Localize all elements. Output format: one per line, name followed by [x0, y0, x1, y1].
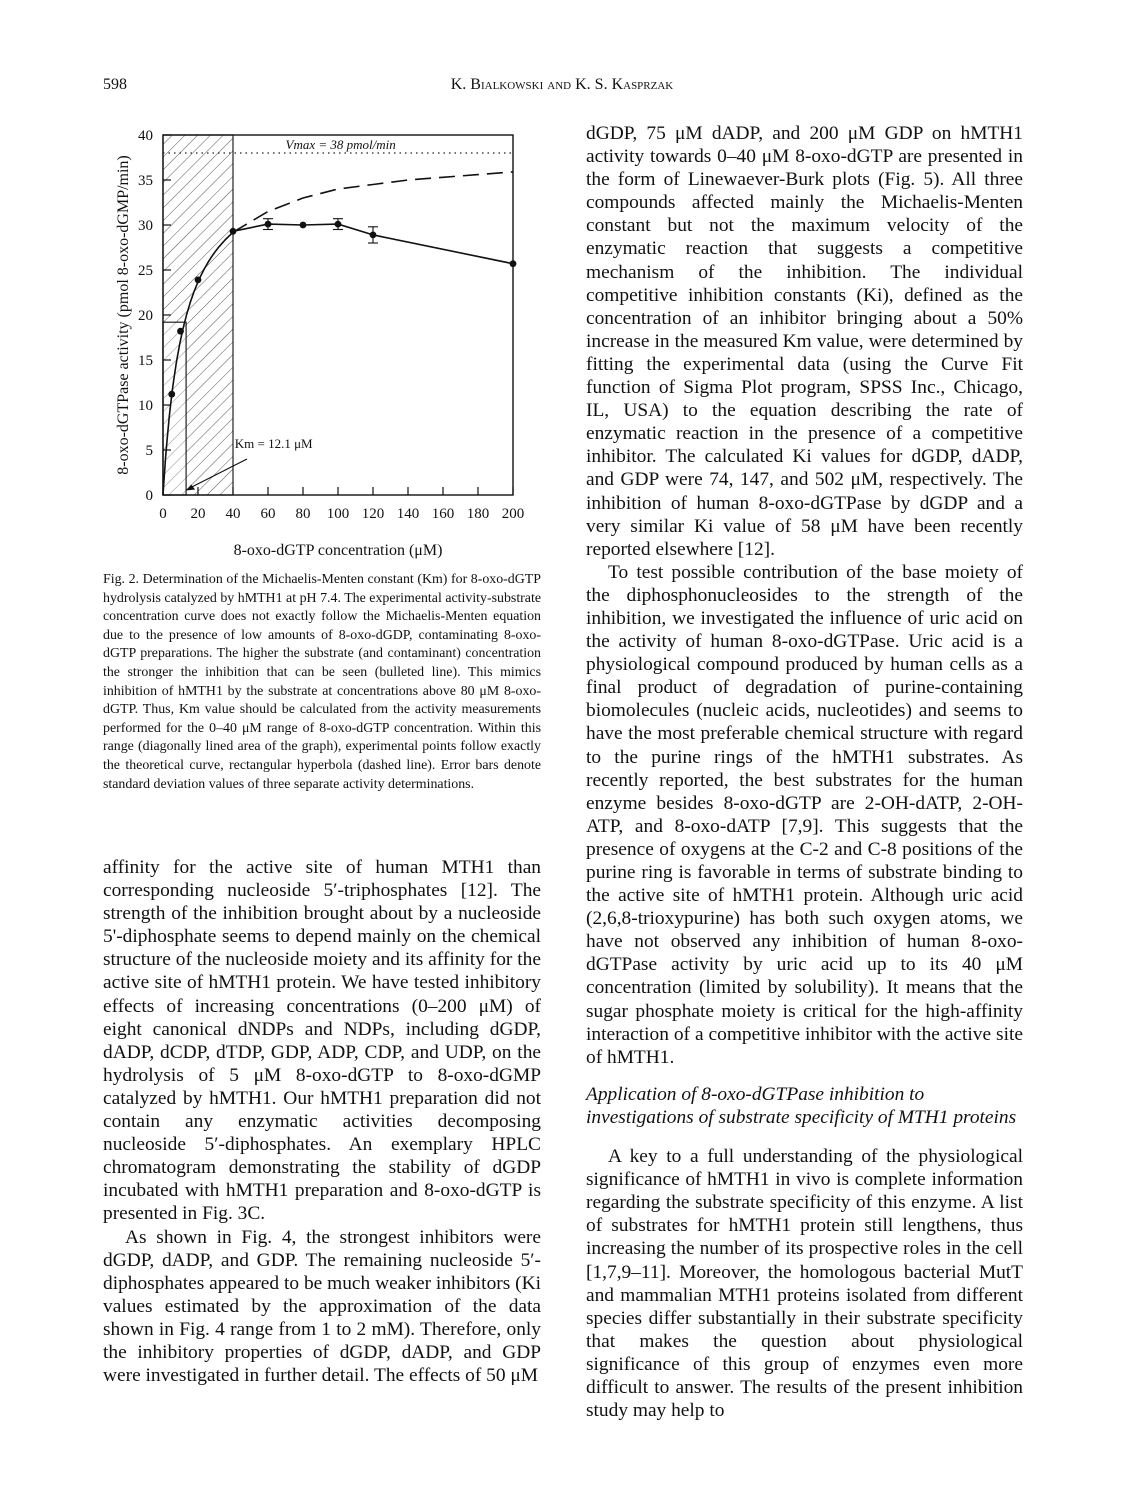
data-point [370, 232, 377, 239]
running-authors: K. Bialkowski and K. S. Kasprzak [450, 76, 674, 93]
x-tick-label: 140 [396, 506, 420, 522]
left-paragraph-2: As shown in Fig. 4, the strongest inhibitors were dGDP, dADP, and GDP. The remaining nucleoside 5′-diphosphates appeared to be much weaker inhibitors (Ki values estimated by the approximation of the data shown in Fig. 4 range from 1 to 2 mM). Therefore, only the inhibitory properties of dGDP, dADP, and GDP were investigated in further detail. The effects of 50 μM [103, 1226, 541, 1387]
data-point [195, 277, 202, 284]
running-header [103, 76, 1021, 100]
y-tick-label: 25 [138, 263, 153, 279]
x-tick-label: 20 [190, 506, 206, 522]
km-label: Km = 12.1 μM [234, 436, 313, 452]
y-tick-label: 40 [138, 128, 153, 144]
data-point [230, 228, 237, 235]
figure-caption: Fig. 2. Determination of the Michaelis-Menten constant (Km) for 8-oxo-dGTP hydrolysis catalyzed by hMTH1 at pH 7.4. The experimental activity-substrate concentration curve does not exactly follow the Michaelis-Menten equation due to the presence of low amounts of 8-oxo-dGDP, contaminating 8-oxo-dGTP preparations. The higher the substrate (and contaminant) concentration the stronger the inhibition that can be seen (bulleted line). This mimics inhibition of hMTH1 by the substrate at concentrations above 80 μM 8-oxo-dGTP. Thus, Km value should be calculated from the activity measurements performed for the 0–40 μM range of 8-oxo-dGTP concentration. Within this range (diagonally lined area of the graph), experimental points follow exactly the theoretical curve, rectangular hyperbola (dashed line). Error bars denote standard deviation values of three separate activity determinations. [103, 572, 541, 792]
y-tick-label: 15 [138, 353, 153, 369]
figure-2-chart [100, 118, 545, 580]
x-tick-label: 160 [431, 506, 455, 522]
section-heading [586, 1083, 1023, 1129]
right-paragraph-2: To test possible contribution of the base moiety of the diphosphonucleosides to the strength of the inhibition, we investigated the influence of uric acid on the activity of human 8-oxo-dGTPase. Uric acid is a physiological compound produced by human cells as a final product of degradation of purine-containing biomolecules (nucleic acids, nucleotides) and seems to have the most preferable chemical structure with regard to the purine rings of the hMTH1 substrates. As recently reported, the best substrates for the human enzyme besides 8-oxo-dGTP are 2-OH-dATP, 2-OH-ATP, and 8-oxo-dATP [7,9]. This suggests that the presence of oxygens at the C-2 and C-8 positions of the purine ring is favorable in terms of substrate binding to the active site of hMTH1 protein. Although uric acid (2,6,8-trioxypurine) has both such oxygen atoms, we have not observed any inhibition of human 8-oxo-dGTPase activity by uric acid up to its 40 μM concentration (limited by solubility). It means that the sugar phosphate moiety is critical for the high-affinity interaction of a competitive inhibitor with the active site of hMTH1. [586, 561, 1023, 1068]
y-axis-label: 8-oxo-dGTPase activity (pmol 8-oxo-dGMP/min) [115, 155, 132, 475]
data-point [335, 221, 342, 228]
data-point [510, 260, 517, 267]
x-tick-label: 80 [295, 506, 311, 522]
y-tick-label: 30 [138, 218, 153, 234]
x-tick-label: 40 [225, 506, 241, 522]
page-number: 598 [103, 76, 127, 93]
data-point [177, 328, 184, 335]
data-point [265, 221, 272, 228]
left-column [103, 856, 541, 1387]
kinetics-chart-svg [100, 118, 545, 580]
y-tick-label: 35 [138, 173, 153, 189]
section-heading-line-2: investigations of substrate specificity of MTH1 proteins [586, 1106, 1017, 1128]
section-heading-line-1: Application of 8-oxo-dGTPase inhibition to [586, 1083, 925, 1105]
right-paragraph-3: A key to a full understanding of the physiological significance of hMTH1 in vivo is complete information regarding the substrate specificity of this enzyme. A list of substrates for hMTH1 protein still lengthens, thus increasing the number of its prospective roles in the cell [1,7,9–11]. Moreover, the homologous bacterial MutT and mammalian MTH1 proteins isolated from different species differ substantially in their substrate specificity that makes the question about physiological significance of this group of enzymes even more difficult to answer. The results of the present inhibition study may help to [586, 1146, 1023, 1422]
x-axis-label: 8-oxo-dGTP concentration (μM) [233, 542, 443, 559]
theoretical-curve-dashed [233, 172, 513, 232]
y-tick-label: 20 [138, 308, 153, 324]
x-tick-label: 100 [326, 506, 350, 522]
x-tick-label: 200 [501, 506, 525, 522]
vmax-label: Vmax = 38 pmol/min [285, 137, 396, 152]
x-tick-label: 180 [466, 506, 490, 522]
data-point [168, 391, 175, 398]
x-tick-label: 120 [361, 506, 385, 522]
right-column [586, 122, 1023, 1422]
y-tick-label: 10 [138, 398, 153, 414]
half-vmax-box [163, 322, 186, 495]
right-paragraph-1: dGDP, 75 μM dADP, and 200 μM GDP on hMTH1 activity towards 0–40 μM 8-oxo-dGTP are presented in the form of Linewaever-Burk plots (Fig. 5). All three compounds affected mainly the Michaelis-Menten constant but not the maximum velocity of the enzymatic reaction that suggests a competitive mechanism of the inhibition. The individual competitive inhibition constants (Ki), defined as the concentration of an inhibitor bringing about a 50% increase in the measured Km value, were determined by fitting the experimental data (using the Curve Fit function of Sigma Plot program, SPSS Inc., Chicago, IL, USA) to the equation describing the rate of enzymatic reaction in the presence of a competitive inhibitor. The calculated Ki values for dGDP, dADP, and GDP were 74, 147, and 502 μM, respectively. The inhibition of human 8-oxo-dGTPase by dGDP and a very similar Ki value of 58 μM have been recently reported elsewhere [12]. [586, 123, 1023, 560]
y-tick-label: 5 [145, 443, 153, 459]
left-paragraph-1: affinity for the active site of human MTH1 than corresponding nucleoside 5′-triphosphates [12]. The strength of the inhibition brought about by a nucleoside 5'-diphosphate seems to depend mainly on the chemical structure of the nucleoside moiety and its affinity for the active site of hMTH1 protein. We have tested inhibitory effects of increasing concentrations (0–200 μM) of eight canonical dNDPs and NDPs, including dGDP, dADP, dCDP, dTDP, GDP, ADP, CDP, and UDP, on the hydrolysis of 5 μM 8-oxo-dGTP to 8-oxo-dGMP catalyzed by hMTH1. Our hMTH1 preparation did not contain any enzymatic activities decomposing nucleoside 5′-diphosphates. An exemplary HPLC chromatogram demonstrating the stability of dGDP incubated with hMTH1 preparation and 8-oxo-dGTP is presented in Fig. 3C. [103, 857, 541, 1225]
x-tick-label: 0 [159, 506, 167, 522]
x-tick-label: 60 [260, 506, 276, 522]
data-point [300, 222, 307, 229]
y-tick-label: 0 [145, 488, 153, 504]
